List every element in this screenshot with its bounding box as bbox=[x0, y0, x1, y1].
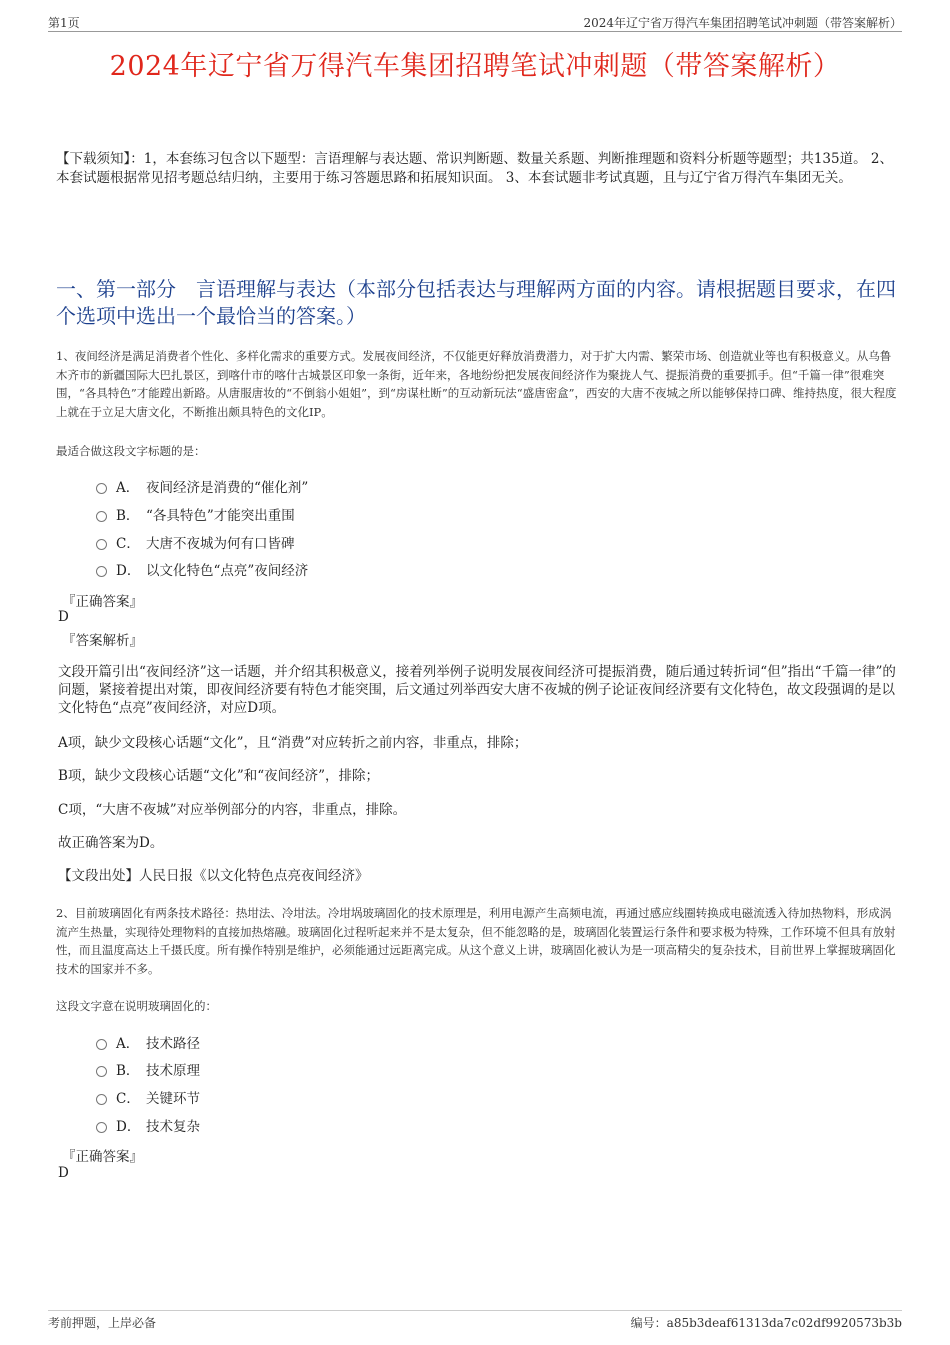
question-1-analysis-c: C项，“大唐不夜城”对应举例部分的内容，非重点，排除。 bbox=[58, 802, 407, 818]
header-doc-title: 2024年辽宁省万得汽车集团招聘笔试冲刺题（带答案解析） bbox=[583, 16, 902, 30]
radio-icon[interactable] bbox=[96, 511, 107, 522]
header-divider bbox=[48, 31, 902, 32]
question-2-answer: D bbox=[58, 1165, 69, 1181]
question-1-answer-label: 『正确答案』 bbox=[62, 594, 143, 610]
radio-icon[interactable] bbox=[96, 1094, 107, 1105]
page-title: 2024年辽宁省万得汽车集团招聘笔试冲刺题（带答案解析） bbox=[109, 51, 841, 82]
radio-icon[interactable] bbox=[96, 1039, 107, 1050]
question-1-option-c[interactable]: C． 大唐不夜城为何有口皆碑 bbox=[96, 531, 295, 553]
download-notice: 【下载须知】：1，本套练习包含以下题型：言语理解与表达题、常识判断题、数量关系题、判断推理题和资料分析题等题型；共135道。 2、本套试题根据常见招考题总结归纳，主要用于练习答题思路和拓展知识面。 3、本套试题非考试真题，且与辽宁省万得汽车集团无关。 bbox=[56, 151, 893, 186]
question-2-stem: 这段文字意在说明玻璃固化的： bbox=[56, 999, 217, 1013]
question-1-source: 【文段出处】人民日报《以文化特色点亮夜间经济》 bbox=[58, 868, 369, 884]
question-2-option-a[interactable]: A． 技术路径 bbox=[96, 1031, 200, 1053]
question-1-analysis-a: A项，缺少文段核心话题“文化”，且“消费”对应转折之前内容，非重点，排除； bbox=[58, 735, 528, 751]
radio-icon[interactable] bbox=[96, 1066, 107, 1077]
question-1-analysis-b: B项，缺少文段核心话题“文化”和“夜间经济”，排除； bbox=[58, 768, 380, 784]
question-1-analysis-label: 『答案解析』 bbox=[62, 633, 143, 649]
radio-icon[interactable] bbox=[96, 566, 107, 577]
question-2-option-b[interactable]: B． 技术原理 bbox=[96, 1058, 200, 1080]
footer-serial: 编号：a85b3deaf61313da7c02df9920573b3b bbox=[630, 1316, 902, 1330]
page-number: 第1页 bbox=[48, 16, 80, 30]
question-1-stem: 最适合做这段文字标题的是： bbox=[56, 444, 206, 458]
question-1-conclusion: 故正确答案为D。 bbox=[58, 835, 164, 851]
radio-icon[interactable] bbox=[96, 1122, 107, 1133]
radio-icon[interactable] bbox=[96, 539, 107, 550]
question-1-analysis-main: 文段开篇引出“夜间经济”这一话题，并介绍其积极意义，接着列举例子说明发展夜间经济可提振消费，随后通过转折词“但”指出“千篇一律”的问题，紧接着提出对策，即夜间经济要有特色才能突围，后文通过列举西安大唐不夜城的例子论证夜间经济要有文化特色，故文段强调的是以文化特色“点亮”夜间经济，对应D项。 bbox=[58, 664, 896, 716]
question-1-option-b[interactable]: B． “各具特色”才能突出重围 bbox=[96, 503, 295, 525]
question-2-option-d[interactable]: D． 技术复杂 bbox=[96, 1114, 200, 1136]
question-1-option-a[interactable]: A． 夜间经济是消费的“催化剂” bbox=[96, 475, 308, 497]
question-1-passage: 1、夜间经济是满足消费者个性化、多样化需求的重要方式。发展夜间经济，不仅能更好释放消费潜力，对于扩大内需、繁荣市场、创造就业等也有积极意义。从乌鲁木齐市的新疆国际大巴扎景区，到喀什市的喀什古城景区印象一条街，近年来，各地纷纷把发展夜间经济作为聚拢人气、提振消费的重要抓手。但“千篇一律”很难突围，“各具特色”才能蹚出新路。从唐服唐妆的“不倒翁小姐姐”，到“房谋杜断”的互动新玩法“盛唐密盒”，西安的大唐不夜城之所以能够保持口碑、维持热度，很大程度上就在于立足大唐文化，不断推出颇具特色的文化IP。 bbox=[56, 349, 897, 419]
footer-slogan: 考前押题，上岸必备 bbox=[48, 1316, 157, 1330]
question-2-answer-label: 『正确答案』 bbox=[62, 1149, 143, 1165]
question-2-option-c[interactable]: C． 关键环节 bbox=[96, 1086, 200, 1108]
question-1-answer: D bbox=[58, 609, 69, 625]
footer-divider bbox=[48, 1310, 902, 1311]
radio-icon[interactable] bbox=[96, 483, 107, 494]
question-2-passage: 2、目前玻璃固化有两条技术路径：热坩法、冷坩法。冷坩埚玻璃固化的技术原理是，利用电源产生高频电流，再通过感应线圈转换成电磁流透入待加热物料，形成涡流产生热量，实现待处理物料的直接加热熔融。玻璃固化过程听起来并不是太复杂，但不能忽略的是，玻璃固化装置运行条件和要求极为特殊，工作环境不但具有放射性，而且温度高达上千摄氏度。所有操作特别是维护，必须能通过远距离完成。从这个意义上讲，玻璃固化被认为是一项高精尖的复杂技术，目前世界上掌握玻璃固化技术的国家并不多。 bbox=[56, 906, 896, 976]
question-1-option-d[interactable]: D． 以文化特色“点亮”夜间经济 bbox=[96, 558, 308, 580]
section-heading: 一、第一部分 言语理解与表达（本部分包括表达与理解两方面的内容。请根据题目要求，在四个选项中选出一个最恰当的答案。） bbox=[56, 277, 896, 328]
